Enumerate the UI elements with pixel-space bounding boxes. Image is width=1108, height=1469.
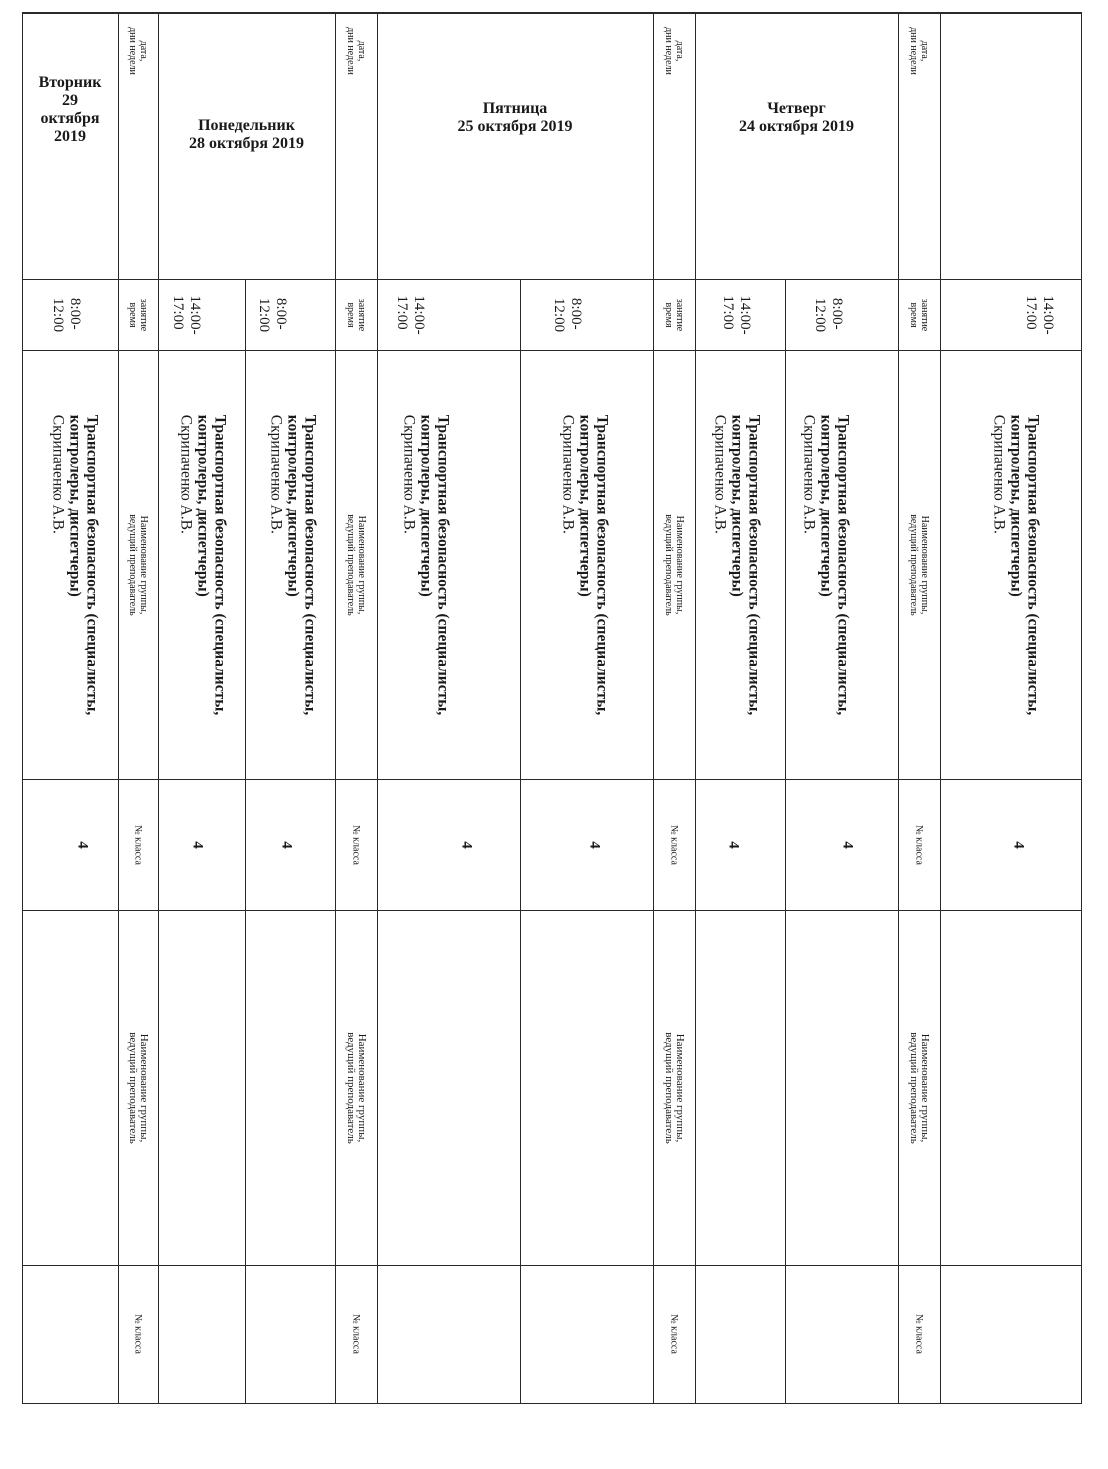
class-continuation-afternoon: 4: [1010, 840, 1027, 849]
header-group2-col-b: Наименование группы, ведущий преподаватель: [663, 1031, 686, 1144]
header-date-col-d: дата, дни недели: [127, 27, 149, 76]
lesson-friday-morning: Транспортная безопасность (специалисты, контролеры, диспетчеры) Скрипаченко А.В.: [559, 414, 611, 715]
time-label-2: время: [908, 301, 919, 328]
day-title-friday: Пятница 25 октября 2019: [457, 100, 573, 135]
lesson-monday-afternoon: Транспортная безопасность (специалисты, контролеры, диспетчеры) Скрипаченко А.В.: [177, 414, 229, 715]
row-thursday-afternoon: 14:00- 17:00: [719, 294, 753, 335]
day-title-thursday: Четверг 24 октября 2019: [738, 100, 855, 135]
day-title-tuesday: Вторник 29 октября 2019: [38, 74, 102, 145]
header-date-col-b: дата, дни недели: [663, 27, 685, 76]
row-tuesday-morning: 8:00- 12:00: [50, 297, 84, 332]
day-title-monday: Понедельник 28 октября 2019: [188, 117, 305, 152]
header-class2-col-b: № класса: [668, 1314, 680, 1354]
header-group-col-b: Наименование группы, ведущий преподаватель: [663, 513, 685, 616]
lesson-continuation-afternoon: Транспортная безопасность (специалисты, контролеры, диспетчеры) Скрипаченко А.В.: [990, 414, 1042, 715]
class-thursday-afternoon: 4: [725, 840, 742, 849]
header-time-col-c: занятие время: [345, 298, 367, 331]
header-class-col-b: № класса: [668, 824, 680, 865]
header-group2-col-a: [898, 910, 940, 1265]
header-class-col-a: [898, 779, 940, 910]
class-tuesday-morning: 4: [74, 840, 91, 849]
row-monday-morning: 8:00- 12:00: [256, 297, 289, 332]
class-friday-morning: 4: [586, 840, 603, 849]
row-thursday-morning: 8:00- 12:00: [811, 297, 845, 332]
class-monday-morning: 4: [278, 840, 295, 849]
group2-label-1: Наименование группы,: [919, 1033, 931, 1142]
header-class2-col-c: № класса: [350, 1314, 362, 1354]
header-class-col-d: № класса: [132, 824, 144, 865]
header-group-col-a: [898, 350, 940, 779]
header-time-col-b: занятие время: [663, 298, 685, 331]
lesson-thursday-morning: Транспортная безопасность (специалисты, контролеры, диспетчеры) Скрипаченко А.В.: [800, 414, 852, 715]
bottom-border: [22, 1403, 1082, 1404]
lesson-monday-morning: Транспортная безопасность (специалисты, контролеры, диспетчеры) Скрипаченко А.В.: [267, 414, 319, 715]
group-label-1: Наименование группы,: [919, 515, 930, 614]
header-class2-col-a: [898, 1265, 940, 1403]
header-class-col-c: № класса: [350, 824, 362, 865]
date-label-2: дни недели: [908, 27, 919, 76]
class-label: № класса: [913, 824, 925, 865]
class2-label: № класса: [913, 1314, 925, 1354]
header-group2-col-d: Наименование группы, ведущий преподаватель: [127, 1031, 150, 1144]
row-friday-afternoon: 14:00- 17:00: [393, 294, 427, 335]
header-group-col-c: Наименование группы, ведущий преподаватель: [345, 513, 367, 616]
class-monday-afternoon: 4: [189, 840, 206, 849]
lesson-friday-afternoon: Транспортная безопасность (специалисты, контролеры, диспетчеры) Скрипаченко А.В.: [400, 414, 452, 715]
row-monday-afternoon: 14:00- 17:00: [169, 294, 203, 335]
header-group2-col-c: Наименование группы, ведущий преподаватель: [345, 1031, 368, 1144]
class-thursday-morning: 4: [839, 840, 856, 849]
time-label-1: занятие: [919, 298, 930, 331]
header-date-col-a: [898, 14, 940, 279]
row-continuation-afternoon: 14:00- 17:00: [1022, 294, 1056, 335]
class-friday-afternoon: 4: [458, 840, 475, 849]
row-friday-morning: 8:00- 12:00: [550, 297, 584, 332]
header-group-col-d: Наименование группы, ведущий преподаватель: [127, 513, 149, 616]
group-label-2: ведущий преподаватель: [908, 513, 919, 616]
lesson-thursday-afternoon: Транспортная безопасность (специалисты, контролеры, диспетчеры) Скрипаченко А.В.: [711, 414, 763, 715]
lesson-tuesday-morning: Транспортная безопасность (специалисты, контролеры, диспетчеры) Скрипаченко А.В.: [49, 414, 101, 715]
header-time-col-d: занятие время: [127, 298, 149, 331]
date-label-1: дата,: [919, 40, 930, 62]
right-border: [1081, 12, 1082, 1404]
group2-label-2: ведущий преподаватель: [908, 1031, 920, 1144]
header-class2-col-d: № класса: [132, 1314, 144, 1354]
header-time-col-a: [898, 279, 940, 350]
header-date-col-c: дата, дни недели: [345, 27, 367, 76]
